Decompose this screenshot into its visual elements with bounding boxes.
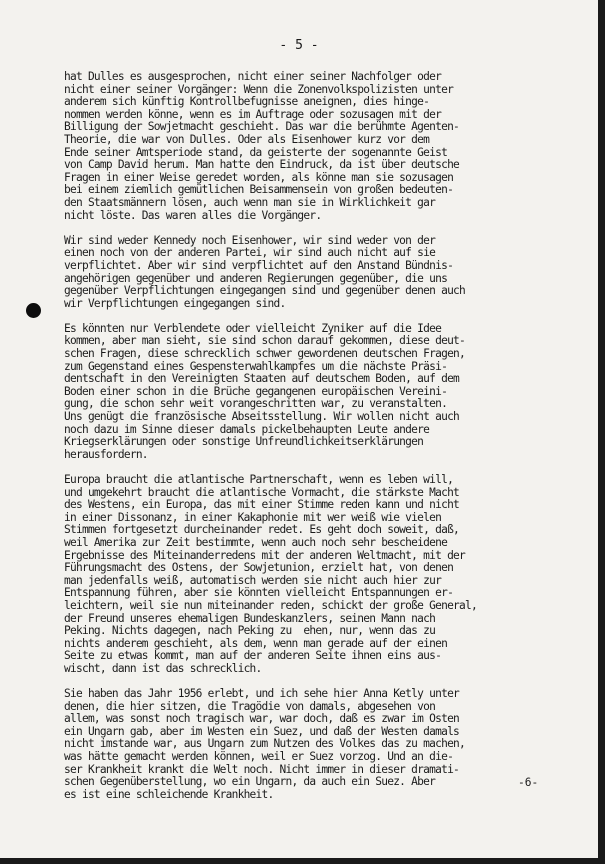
- page-number: - 5 -: [279, 38, 319, 53]
- text-line: und umgekehrt braucht die atlantische Vormacht, die stärkste Macht: [64, 485, 460, 499]
- text-line: zum Gegenstand eines Gespensterwahlkampfes um die nächste Präsi-: [64, 359, 448, 373]
- text-line: nicht löste. Das waren alles die Vorgänger.: [64, 208, 322, 222]
- text-line: wir Verpflichtungen eingegangen sind.: [64, 296, 286, 310]
- next-page-marker: -6-: [518, 776, 539, 789]
- text-line: leichtern, weil sie nun miteinander reden, schickt der große General,: [64, 598, 477, 612]
- text-line: Theorie, die war von Dulles. Oder als Eisenhower kurz vor dem: [64, 132, 430, 146]
- text-line: es ist eine schleichende Krankheit.: [64, 787, 274, 801]
- text-line: einen noch von der anderen Partei, wir sind auch nicht auf sie: [64, 246, 436, 260]
- scan-shadow-right: [598, 0, 605, 864]
- text-line: Seite zu etwas kommt, man auf der anderen Seite ihnen eins aus-: [64, 649, 442, 663]
- text-line: herausfordern.: [64, 447, 148, 461]
- text-line: noch dazu im Sinne dieser damals pickelbehaupten Leute andere: [64, 422, 430, 436]
- text-line: Kriegserklärungen oder sonstige Unfreundlichkeitserklärungen: [64, 435, 424, 449]
- text-line: Stimmen fortgesetzt durcheinander redet. Es geht doch soweit, daß,: [64, 523, 460, 537]
- text-line: Entspannung führen, aber sie könnten vielleicht Entspannungen er-: [64, 586, 454, 600]
- text-line: was hätte gemacht werden können, weil er Suez vorzog. Und an die-: [64, 750, 454, 764]
- text-line: denen, die hier sitzen, die Tragödie von damals, abgesehen von: [64, 699, 436, 713]
- punch-hole-mark: [26, 303, 41, 318]
- text-line: nicht einer seiner Vorgänger: Wenn die Zonenvolkspolizisten unter: [64, 82, 454, 96]
- text-line: Führungsmacht des Ostens, der Sowjetunion, erzielt hat, von denen: [64, 561, 454, 575]
- text-line: Sie haben das Jahr 1956 erlebt, und ich sehe hier Anna Ketly unter: [64, 687, 460, 701]
- text-line: ser Krankheit krankt die Welt noch. Nicht immer in dieser dramati-: [64, 762, 460, 776]
- paragraph: [64, 474, 564, 676]
- scan-shadow-bottom: [0, 858, 605, 864]
- text-line: in einer Dissonanz, in einer Kakaphonie mit wer weiß wie vielen: [64, 510, 442, 524]
- paragraph: [64, 688, 564, 801]
- text-line: bei einem ziemlich gemütlichen Beisammensein von großen bedeuten-: [64, 183, 454, 197]
- text-line: hat Dulles es ausgesprochen, nicht einer seiner Nachfolger oder: [64, 70, 442, 83]
- text-line: dentschaft in den Vereinigten Staaten auf deutschem Boden, auf dem: [64, 372, 460, 386]
- paragraph: [64, 323, 564, 462]
- text-line: Fragen in einer Weise geredet worden, als könne man sie sozusagen: [64, 170, 454, 184]
- text-line: Uns genügt die französische Abseitsstellung. Wir wollen nicht auch: [64, 410, 460, 424]
- document-body: [64, 71, 564, 814]
- text-line: kommen, aber man sieht, sie sind schon darauf gekommen, diese deut-: [64, 334, 466, 348]
- paragraph: [64, 235, 564, 311]
- text-line: anderem sich künftig Kontrollbefugnisse aneignen, dies hinge-: [64, 95, 430, 109]
- text-line: schen Gegenüberstellung, wo ein Ungarn, da auch ein Suez. Aber: [64, 775, 436, 789]
- text-line: Billigung der Sowjetmacht geschieht. Das war die berühmte Agenten-: [64, 120, 460, 134]
- text-line: von Camp David herum. Man hatte den Eindruck, da ist über deutsche: [64, 158, 460, 172]
- text-line: Ergebnisse des Miteinanderredens mit der anderen Weltmacht, mit der: [64, 548, 466, 562]
- text-line: schen Fragen, diese schrecklich schwer gewordenen deutschen Fragen,: [64, 347, 466, 361]
- text-line: nicht imstande war, aus Ungarn zum Nutzen des Volkes das zu machen,: [64, 737, 466, 751]
- text-line: den Staatsmännern lösen, auch wenn man sie in Wirklichkeit gar: [64, 195, 436, 209]
- text-line: nichts anderem geschieht, als dem, wenn man gerade auf der einen: [64, 636, 448, 650]
- text-line: gung, die schon sehr weit vorangeschritten war, zu veranstalten.: [64, 397, 448, 411]
- text-line: allem, was sonst noch tragisch war, war doch, daß es zwar im Osten: [64, 712, 460, 726]
- text-line: verpflichtet. Aber wir sind verpflichtet auf den Anstand Bündnis-: [64, 258, 454, 272]
- text-line: Es könnten nur Verblendete oder vielleicht Zyniker auf die Idee: [64, 321, 442, 335]
- text-line: angehörigen gegenüber und anderen Regierungen gegenüber, die uns: [64, 271, 448, 285]
- text-line: weil Amerika zur Zeit bestimmte, wenn auch noch sehr bescheidene: [64, 535, 448, 549]
- text-line: gegenüber Verpflichtungen eingegangen sind und gegenüber denen auch: [64, 284, 466, 298]
- text-line: nommen werden könne, wenn es im Auftrage oder sozusagen mit der: [64, 107, 442, 121]
- text-line: der Freund unseres ehemaligen Bundeskanzlers, seinen Mann nach: [64, 611, 436, 625]
- text-line: Europa braucht die atlantische Partnerschaft, wenn es leben will,: [64, 473, 454, 486]
- text-line: ein Ungarn gab, aber im Westen ein Suez, und daß der Westen damals: [64, 724, 460, 738]
- text-line: Peking. Nichts dagegen, nach Peking zu ehen, nur, wenn das zu: [64, 624, 436, 638]
- text-line: des Westens, ein Europa, das mit einer Stimme reden kann und nicht: [64, 498, 460, 512]
- text-line: Wir sind weder Kennedy noch Eisenhower, wir sind weder von der: [64, 233, 436, 247]
- text-line: Boden einer schon in die Brüche gegangenen europäischen Vereini-: [64, 384, 448, 398]
- text-line: man jedenfalls weiß, automatisch werden sie nicht auch hier zur: [64, 573, 442, 587]
- paragraph: [64, 71, 564, 222]
- text-line: Ende seiner Amtsperiode stand, da geisterte der sogenannte Geist: [64, 145, 448, 159]
- text-line: wischt, dann ist das schrecklich.: [64, 661, 262, 675]
